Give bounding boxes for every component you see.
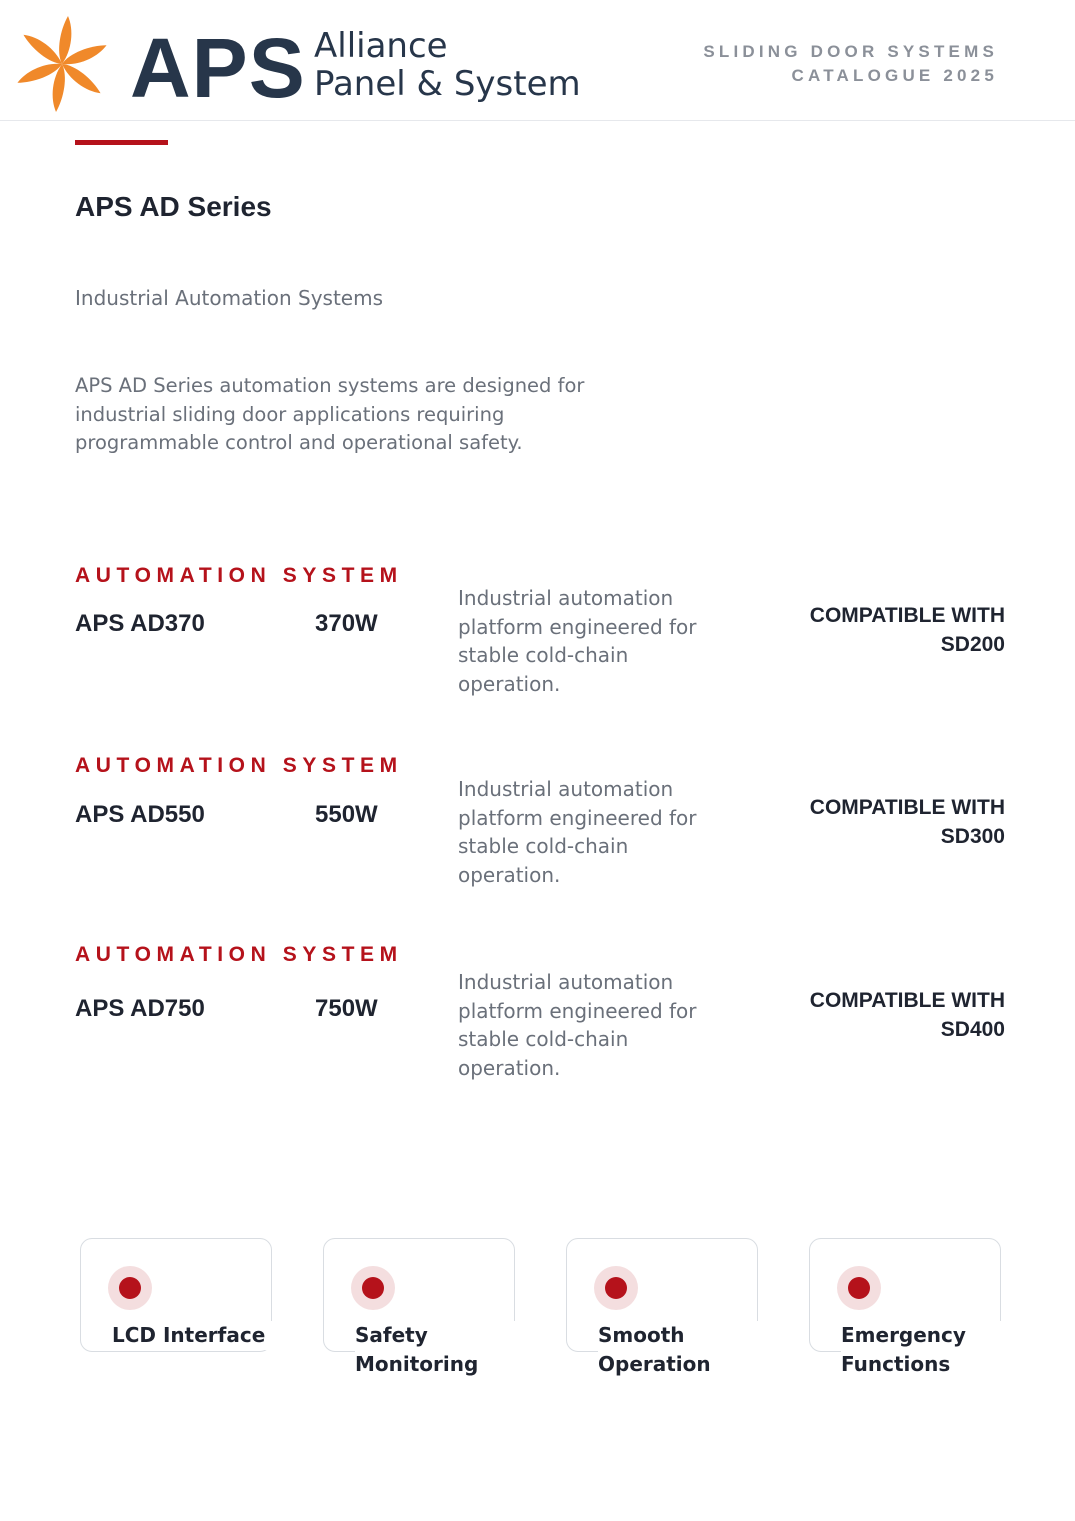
accent-divider	[75, 140, 168, 145]
feature-card-lcd-interface	[80, 1238, 272, 1352]
product-description: Industrial automation platform engineered for stable cold-chain operation.	[458, 970, 697, 1080]
compatibility-label: COMPATIBLE WITH	[809, 604, 1005, 627]
page-title: APS AD Series	[75, 191, 272, 222]
product-compatibility	[810, 602, 1005, 659]
compatibility-value: SD300	[940, 824, 1005, 848]
feature-label: Smooth Operation	[598, 1321, 782, 1379]
red-dot-icon	[108, 1266, 152, 1310]
compatibility-label: COMPATIBLE WITH	[809, 989, 1005, 1012]
product-compatibility	[810, 987, 1005, 1044]
product-power: 370W	[315, 610, 378, 637]
feature-label: Emergency Functions	[841, 1321, 1015, 1379]
logo-company-line2: Panel & System	[314, 64, 581, 104]
red-dot-icon	[351, 1266, 395, 1310]
product-compatibility	[810, 794, 1005, 851]
product-model: APS AD370	[75, 610, 205, 637]
product-category: AUTOMATION SYSTEM	[75, 754, 403, 777]
company-logo	[14, 12, 581, 116]
product-row	[0, 943, 1075, 1103]
product-description: Industrial automation platform engineered for stable cold-chain operation.	[458, 777, 697, 887]
intro-paragraph: APS AD Series automation systems are designed for industrial sliding door applications requiring programmable control and operational safety.	[75, 374, 585, 455]
catalogue-label	[703, 40, 998, 88]
feature-card-emergency-functions	[809, 1238, 1001, 1376]
page-subtitle: Industrial Automation Systems	[75, 286, 383, 310]
feature-label: Safety Monitoring	[355, 1321, 539, 1379]
pinwheel-logo-icon	[14, 12, 114, 116]
product-category: AUTOMATION SYSTEM	[75, 943, 403, 966]
catalogue-label-line1: SLIDING DOOR SYSTEMS	[703, 42, 998, 61]
product-row	[0, 564, 1075, 724]
compatibility-value: SD200	[940, 632, 1005, 656]
catalogue-label-line2: CATALOGUE 2025	[791, 66, 998, 85]
product-description: Industrial automation platform engineered for stable cold-chain operation.	[458, 586, 697, 696]
product-power: 550W	[315, 801, 378, 828]
compatibility-value: SD400	[940, 1017, 1005, 1041]
logo-company-line1: Alliance	[314, 26, 448, 66]
red-dot-icon	[594, 1266, 638, 1310]
feature-card-safety-monitoring	[323, 1238, 515, 1376]
page-header	[0, 0, 1075, 121]
product-model: APS AD550	[75, 801, 205, 828]
product-row	[0, 754, 1075, 914]
feature-card-smooth-operation	[566, 1238, 758, 1376]
product-category: AUTOMATION SYSTEM	[75, 564, 403, 587]
feature-label: LCD Interface	[112, 1321, 296, 1350]
product-model: APS AD750	[75, 995, 205, 1022]
red-dot-icon	[837, 1266, 881, 1310]
logo-wordmark: APS	[130, 21, 306, 115]
product-power: 750W	[315, 995, 378, 1022]
compatibility-label: COMPATIBLE WITH	[809, 796, 1005, 819]
